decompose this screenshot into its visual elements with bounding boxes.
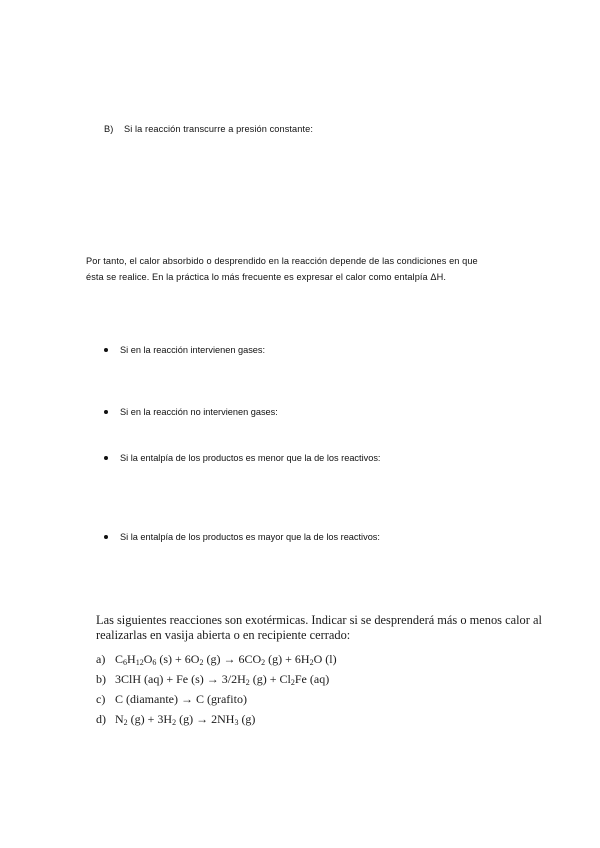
enthalpy-paragraph xyxy=(86,253,526,285)
bullet-item xyxy=(104,532,380,542)
bullet-dot-icon xyxy=(104,456,108,460)
exercise-title-line-1: Las siguientes reacciones son exotérmicas. Indicar si se desprenderá más o menos calor al xyxy=(96,613,542,627)
reaction-b: b) 3ClH (aq) + Fe $(s) \to 3/2H_2$ $(g) + Cl_2Fe$ (aq) xyxy=(96,672,330,687)
exercise-statement xyxy=(96,613,542,643)
section-b-text: Si la reacción transcurre a presión constante: xyxy=(124,124,313,134)
reaction-label: b) xyxy=(96,672,106,686)
bullet-text: Si la entalpía de los productos es mayor que la de los reactivos: xyxy=(120,532,380,542)
section-b-marker: B) xyxy=(104,124,114,134)
exercise-title-line-2: realizarlas en vasija abierta o en recipiente cerrado: xyxy=(96,628,351,642)
bullet-text: Si en la reacción intervienen gases: xyxy=(120,345,266,355)
reaction-label: d) xyxy=(96,712,106,726)
paragraph-line-1: Por tanto, el calor absorbido o desprendido en la reacción depende de las condiciones en que xyxy=(86,256,478,266)
bullet-text: Si en la reacción no intervienen gases: xyxy=(120,407,278,417)
reaction-c: c) C (diamante) → C (grafito) xyxy=(96,692,247,706)
bullet-item xyxy=(104,407,278,417)
section-b-heading xyxy=(104,124,313,134)
reaction-label: c) xyxy=(96,692,106,706)
bullet-item xyxy=(104,345,265,355)
reaction-d: d) $N_2$ $(g) + 3H_2$ $(g) \to 2NH_3$ (g) xyxy=(96,712,256,727)
bullet-text: Si la entalpía de los productos es menor que la de los reactivos: xyxy=(120,453,381,463)
paragraph-line-2: ésta se realice. En la práctica lo más frecuente es expresar el calor como entalpía ΔH. xyxy=(86,272,447,282)
bullet-item xyxy=(104,453,380,463)
reaction-label: a) xyxy=(96,652,106,666)
bullet-dot-icon xyxy=(104,348,108,352)
reaction-a: a) $C_6H_{12}O_6$ $(s) + 6O_2$ $(g) \to 6CO_2$ $(g) + 6H_2O$ (l) xyxy=(96,652,337,667)
bullet-dot-icon xyxy=(104,535,108,539)
bullet-dot-icon xyxy=(104,410,108,414)
